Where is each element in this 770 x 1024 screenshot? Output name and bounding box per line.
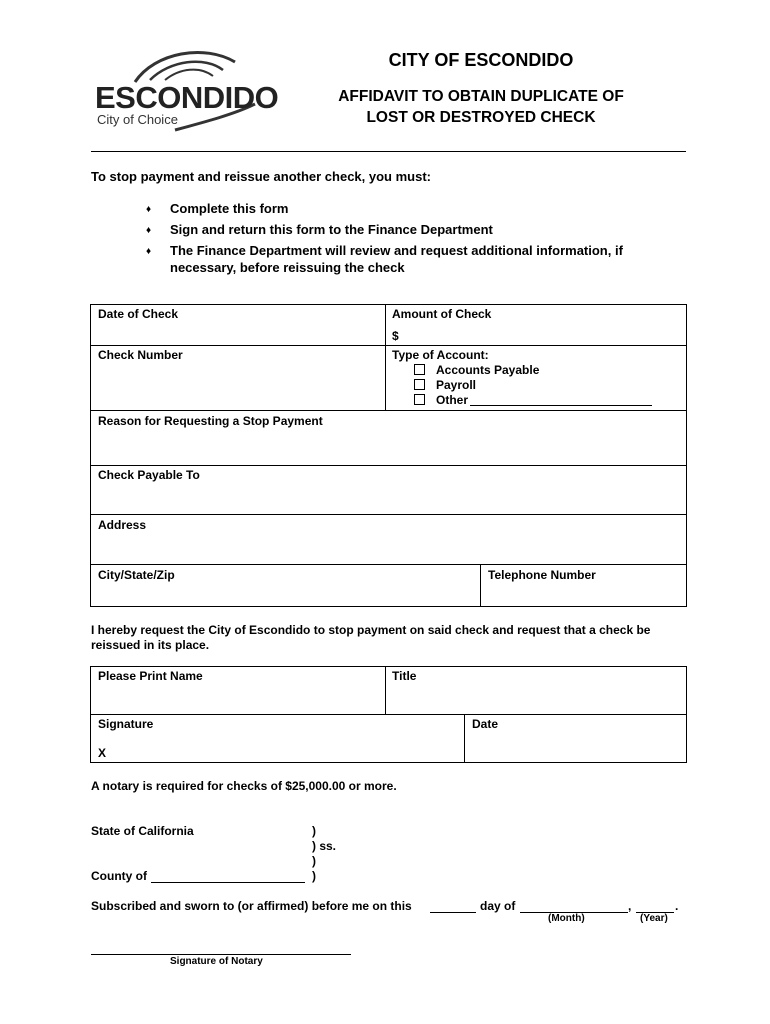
state-label: State of California (91, 824, 194, 838)
date-comma: , (628, 899, 632, 913)
address-label: Address (98, 518, 147, 532)
telephone-label: Telephone Number (488, 568, 596, 582)
dollar-sign: $ (392, 329, 399, 343)
accounts-payable-label: Accounts Payable (436, 363, 540, 377)
bullet-icon: ♦ (146, 204, 152, 215)
subscribed-text: Subscribed and sworn to (or affirmed) before me on this (91, 899, 412, 913)
title-label: Title (392, 669, 417, 683)
bullet-icon: ♦ (146, 225, 152, 236)
col-divider (385, 666, 386, 715)
type-of-account-label: Type of Account: (392, 348, 489, 362)
county-label: County of (91, 869, 147, 883)
col-divider (480, 564, 481, 607)
month-field[interactable] (520, 899, 628, 913)
row-divider (90, 410, 687, 411)
payroll-label: Payroll (436, 378, 477, 392)
city-logo (95, 42, 279, 132)
telephone-field[interactable] (483, 584, 684, 605)
reason-label: Reason for Requesting a Stop Payment (98, 414, 323, 428)
list-item: The Finance Department will review and request additional information, if (170, 243, 623, 258)
date-label: Date (472, 717, 499, 731)
signature-x-mark: X (98, 746, 107, 760)
row-divider (90, 345, 687, 346)
venue-bracket-ss: ) ss. (312, 839, 337, 853)
venue-bracket-4: ) (312, 869, 316, 883)
other-label: Other (436, 393, 469, 407)
day-of-label: day of (480, 899, 516, 913)
list-item-continued: necessary, before reissuing the check (170, 260, 405, 275)
amount-of-check-label: Amount of Check (392, 307, 492, 321)
form-title-line2: LOST OR DESTROYED CHECK (366, 109, 596, 126)
row-divider (90, 514, 687, 515)
date-period: . (675, 899, 679, 913)
check-number-field[interactable] (92, 364, 382, 409)
date-field[interactable] (467, 733, 684, 761)
print-name-field[interactable] (92, 685, 382, 713)
notary-note: A notary is required for checks of $25,000.00 or more. (91, 779, 397, 793)
address-field[interactable] (92, 534, 684, 563)
col-divider (464, 714, 465, 763)
col-divider (385, 304, 386, 411)
list-item: Sign and return this form to the Finance Department (170, 222, 493, 237)
accounts-payable-checkbox[interactable] (414, 364, 425, 375)
other-checkbox[interactable] (414, 394, 425, 405)
payroll-checkbox[interactable] (414, 379, 425, 390)
venue-bracket-3: ) (312, 854, 316, 868)
request-text-line2: reissued in its place. (91, 638, 210, 652)
list-item: Complete this form (170, 201, 289, 216)
header-divider (91, 151, 686, 152)
reason-field[interactable] (92, 430, 684, 464)
venue-bracket-1: ) (312, 824, 316, 838)
amount-of-check-field[interactable] (404, 325, 684, 344)
date-of-check-field[interactable] (92, 322, 382, 344)
request-text-line1: I hereby request the City of Escondido to stop payment on said check and request that a check be (91, 623, 651, 637)
row-divider (90, 714, 687, 715)
year-caption: (Year) (640, 913, 668, 924)
notary-signature-caption: Signature of Notary (170, 956, 263, 967)
year-field[interactable] (636, 899, 674, 913)
logo-tagline: City of Choice (97, 112, 178, 127)
signature-field[interactable] (112, 733, 460, 761)
date-of-check-label: Date of Check (98, 307, 179, 321)
bullet-icon: ♦ (146, 246, 152, 257)
month-caption: (Month) (548, 913, 585, 924)
logo-wordmark: ESCONDIDO (95, 80, 279, 115)
print-name-label: Please Print Name (98, 669, 203, 683)
check-number-label: Check Number (98, 348, 183, 362)
payable-to-label: Check Payable To (98, 468, 200, 482)
city-state-zip-label: City/State/Zip (98, 568, 175, 582)
county-field[interactable] (151, 869, 305, 883)
payable-to-field[interactable] (92, 484, 684, 513)
intro-text: To stop payment and reissue another check, you must: (91, 169, 431, 184)
city-state-zip-field[interactable] (92, 584, 478, 605)
notary-signature-field[interactable] (91, 940, 351, 955)
row-divider (90, 564, 687, 565)
day-field[interactable] (430, 899, 476, 913)
other-line-field[interactable] (470, 394, 652, 406)
city-heading: CITY OF ESCONDIDO (388, 50, 574, 70)
form-title-line1: AFFIDAVIT TO OBTAIN DUPLICATE OF (338, 88, 624, 105)
signature-label: Signature (98, 717, 154, 731)
title-field[interactable] (388, 685, 684, 713)
row-divider (90, 465, 687, 466)
